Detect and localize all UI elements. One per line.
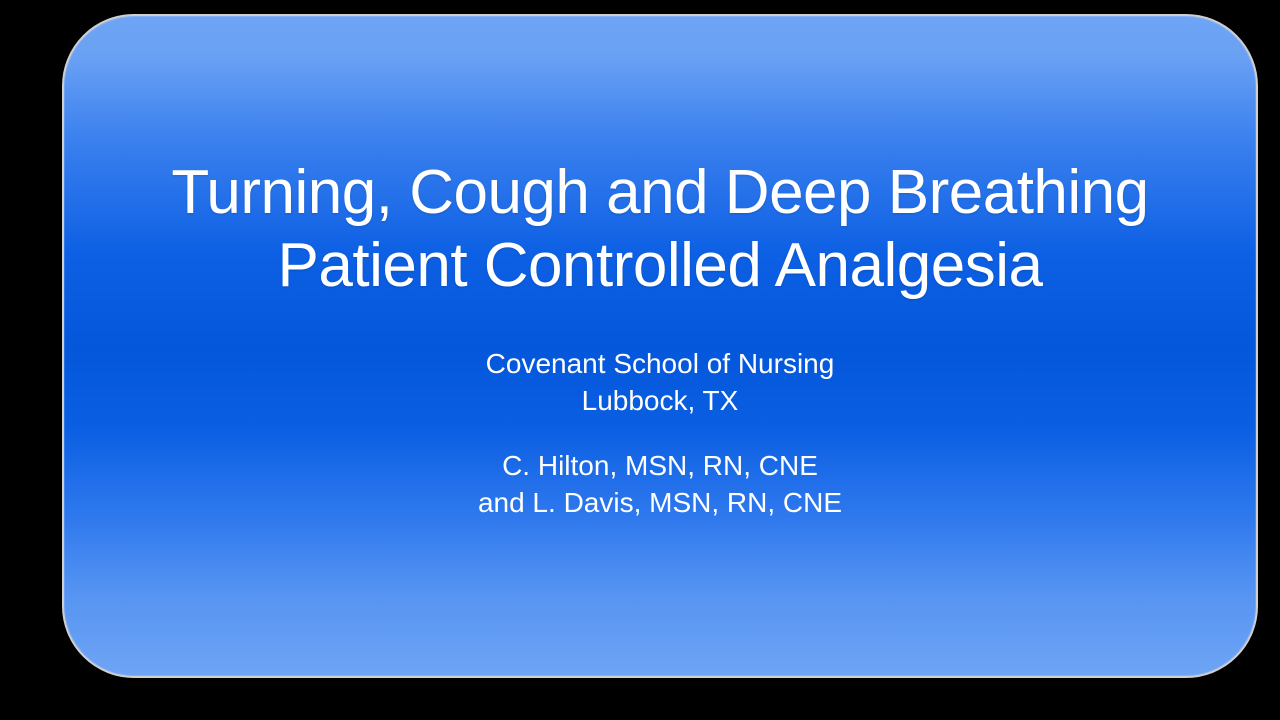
subtitle-line-location: Lubbock, TX — [581, 384, 739, 416]
subtitle-spacer — [64, 420, 1256, 448]
title-line-1: Turning, Cough and Deep Breathing — [171, 158, 1149, 227]
slide-card — [62, 14, 1258, 678]
subtitle-line-author-1: C. Hilton, MSN, RN, CNE — [502, 449, 818, 481]
slide-title — [64, 156, 1256, 302]
slide-subtitle — [64, 346, 1256, 522]
title-line-2: Patient Controlled Analgesia — [277, 231, 1043, 301]
subtitle-line-institution: Covenant School of Nursing — [485, 348, 835, 379]
subtitle-line-author-2: and L. Davis, MSN, RN, CNE — [477, 486, 843, 518]
